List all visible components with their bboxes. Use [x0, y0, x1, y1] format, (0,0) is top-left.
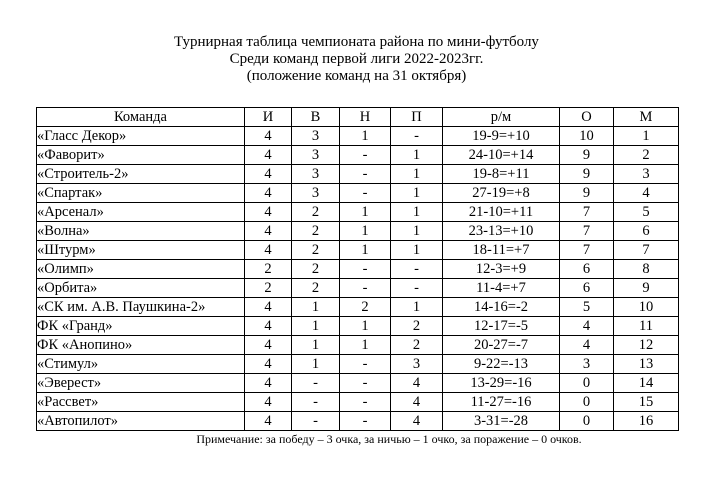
cell-wins: 2 [292, 203, 340, 222]
footnote: Примечание: за победу – 3 очка, за ничью – 1 очко, за поражение – 0 очков. [196, 432, 582, 446]
cell-place: 4 [614, 184, 679, 203]
cell-wins: 1 [292, 317, 340, 336]
cell-goals: 27-19=+8 [443, 184, 560, 203]
cell-goals: 9-22=-13 [443, 355, 560, 374]
table-row [37, 393, 679, 412]
cell-losses: - [391, 260, 443, 279]
cell-games: 4 [245, 146, 292, 165]
cell-losses: 4 [391, 412, 443, 431]
cell-wins: 2 [292, 241, 340, 260]
cell-wins: 3 [292, 127, 340, 146]
cell-draws: - [340, 184, 391, 203]
cell-place: 14 [614, 374, 679, 393]
cell-points: 4 [560, 317, 614, 336]
cell-draws: 1 [340, 127, 391, 146]
cell-points: 0 [560, 393, 614, 412]
cell-losses: 1 [391, 222, 443, 241]
table-row [37, 260, 679, 279]
cell-draws: - [340, 355, 391, 374]
cell-losses: 1 [391, 241, 443, 260]
cell-games: 4 [245, 298, 292, 317]
cell-wins: - [292, 412, 340, 431]
cell-team: «Строитель-2» [37, 165, 245, 184]
cell-points: 7 [560, 203, 614, 222]
cell-points: 6 [560, 279, 614, 298]
header-draws: Н [340, 108, 391, 127]
cell-place: 13 [614, 355, 679, 374]
table-row [37, 298, 679, 317]
header-losses: П [391, 108, 443, 127]
cell-points: 6 [560, 260, 614, 279]
table-body [37, 127, 679, 431]
header-place: М [614, 108, 679, 127]
cell-team: «Орбита» [37, 279, 245, 298]
cell-wins: - [292, 393, 340, 412]
cell-draws: - [340, 374, 391, 393]
cell-goals: 3-31=-28 [443, 412, 560, 431]
cell-losses: 1 [391, 146, 443, 165]
cell-losses: 1 [391, 184, 443, 203]
table-header-row [37, 108, 679, 127]
cell-wins: 2 [292, 222, 340, 241]
cell-points: 0 [560, 412, 614, 431]
table-row [37, 184, 679, 203]
cell-goals: 14-16=-2 [443, 298, 560, 317]
cell-losses: 1 [391, 165, 443, 184]
cell-team: «Олимп» [37, 260, 245, 279]
cell-draws: 1 [340, 317, 391, 336]
header-points: О [560, 108, 614, 127]
document-title [0, 34, 713, 85]
cell-team: «Штурм» [37, 241, 245, 260]
cell-losses: - [391, 127, 443, 146]
cell-team: «Рассвет» [37, 393, 245, 412]
cell-games: 4 [245, 127, 292, 146]
table-row [37, 146, 679, 165]
cell-goals: 19-9=+10 [443, 127, 560, 146]
title-line-3: (положение команд на 31 октября) [246, 68, 467, 84]
cell-wins: 1 [292, 298, 340, 317]
cell-team: «Арсенал» [37, 203, 245, 222]
cell-games: 4 [245, 412, 292, 431]
cell-games: 4 [245, 393, 292, 412]
cell-wins: 3 [292, 165, 340, 184]
cell-place: 8 [614, 260, 679, 279]
cell-team: ФК «Гранд» [37, 317, 245, 336]
cell-draws: - [340, 412, 391, 431]
cell-place: 6 [614, 222, 679, 241]
cell-points: 10 [560, 127, 614, 146]
standings-table [36, 107, 679, 431]
cell-losses: 2 [391, 317, 443, 336]
cell-place: 15 [614, 393, 679, 412]
cell-draws: - [340, 165, 391, 184]
cell-team: ФК «Анопино» [37, 336, 245, 355]
cell-games: 4 [245, 222, 292, 241]
table-row [37, 279, 679, 298]
cell-draws: - [340, 393, 391, 412]
cell-team: «Фаворит» [37, 146, 245, 165]
cell-goals: 20-27=-7 [443, 336, 560, 355]
cell-draws: - [340, 146, 391, 165]
cell-team: «Спартак» [37, 184, 245, 203]
table-row [37, 165, 679, 184]
cell-wins: 3 [292, 146, 340, 165]
cell-games: 2 [245, 279, 292, 298]
cell-losses: 1 [391, 203, 443, 222]
cell-goals: 19-8=+11 [443, 165, 560, 184]
table-row [37, 412, 679, 431]
cell-place: 10 [614, 298, 679, 317]
cell-goals: 18-11=+7 [443, 241, 560, 260]
cell-points: 9 [560, 165, 614, 184]
cell-points: 9 [560, 184, 614, 203]
cell-draws: - [340, 260, 391, 279]
cell-goals: 11-27=-16 [443, 393, 560, 412]
cell-games: 4 [245, 241, 292, 260]
cell-place: 11 [614, 317, 679, 336]
table-row [37, 203, 679, 222]
cell-place: 9 [614, 279, 679, 298]
cell-losses: 2 [391, 336, 443, 355]
cell-team: «Эверест» [37, 374, 245, 393]
table-row [37, 374, 679, 393]
title-line-2: Среди команд первой лиги 2022-2023гг. [229, 51, 484, 67]
table-row [37, 222, 679, 241]
cell-goals: 21-10=+11 [443, 203, 560, 222]
cell-losses: 3 [391, 355, 443, 374]
cell-goals: 11-4=+7 [443, 279, 560, 298]
header-games: И [245, 108, 292, 127]
cell-draws: - [340, 279, 391, 298]
title-line-1: Турнирная таблица чемпионата района по мини-футболу [174, 34, 539, 50]
cell-place: 1 [614, 127, 679, 146]
cell-place: 7 [614, 241, 679, 260]
cell-goals: 13-29=-16 [443, 374, 560, 393]
cell-games: 4 [245, 336, 292, 355]
cell-wins: 3 [292, 184, 340, 203]
cell-points: 0 [560, 374, 614, 393]
table-row [37, 317, 679, 336]
cell-goals: 23-13=+10 [443, 222, 560, 241]
cell-points: 4 [560, 336, 614, 355]
cell-place: 12 [614, 336, 679, 355]
cell-wins: 2 [292, 279, 340, 298]
cell-wins: 2 [292, 260, 340, 279]
header-team: Команда [37, 108, 245, 127]
header-wins: В [292, 108, 340, 127]
cell-wins: - [292, 374, 340, 393]
header-goals: р/м [443, 108, 560, 127]
table-row [37, 355, 679, 374]
cell-points: 7 [560, 222, 614, 241]
cell-wins: 1 [292, 355, 340, 374]
cell-team: «Гласс Декор» [37, 127, 245, 146]
cell-games: 4 [245, 184, 292, 203]
cell-goals: 24-10=+14 [443, 146, 560, 165]
cell-games: 2 [245, 260, 292, 279]
cell-place: 5 [614, 203, 679, 222]
cell-games: 4 [245, 317, 292, 336]
cell-draws: 1 [340, 241, 391, 260]
cell-place: 2 [614, 146, 679, 165]
cell-team: «Стимул» [37, 355, 245, 374]
table-row [37, 127, 679, 146]
cell-points: 7 [560, 241, 614, 260]
cell-place: 16 [614, 412, 679, 431]
table-row [37, 241, 679, 260]
cell-goals: 12-17=-5 [443, 317, 560, 336]
cell-losses: 4 [391, 393, 443, 412]
cell-losses: - [391, 279, 443, 298]
cell-wins: 1 [292, 336, 340, 355]
cell-points: 9 [560, 146, 614, 165]
cell-team: «СК им. А.В. Паушкина-2» [37, 298, 245, 317]
cell-points: 5 [560, 298, 614, 317]
cell-draws: 2 [340, 298, 391, 317]
cell-games: 4 [245, 374, 292, 393]
cell-team: «Автопилот» [37, 412, 245, 431]
cell-losses: 4 [391, 374, 443, 393]
table-row [37, 336, 679, 355]
cell-place: 3 [614, 165, 679, 184]
cell-games: 4 [245, 355, 292, 374]
cell-goals: 12-3=+9 [443, 260, 560, 279]
cell-draws: 1 [340, 222, 391, 241]
cell-draws: 1 [340, 336, 391, 355]
cell-games: 4 [245, 203, 292, 222]
cell-draws: 1 [340, 203, 391, 222]
cell-losses: 1 [391, 298, 443, 317]
cell-team: «Волна» [37, 222, 245, 241]
cell-points: 3 [560, 355, 614, 374]
cell-games: 4 [245, 165, 292, 184]
